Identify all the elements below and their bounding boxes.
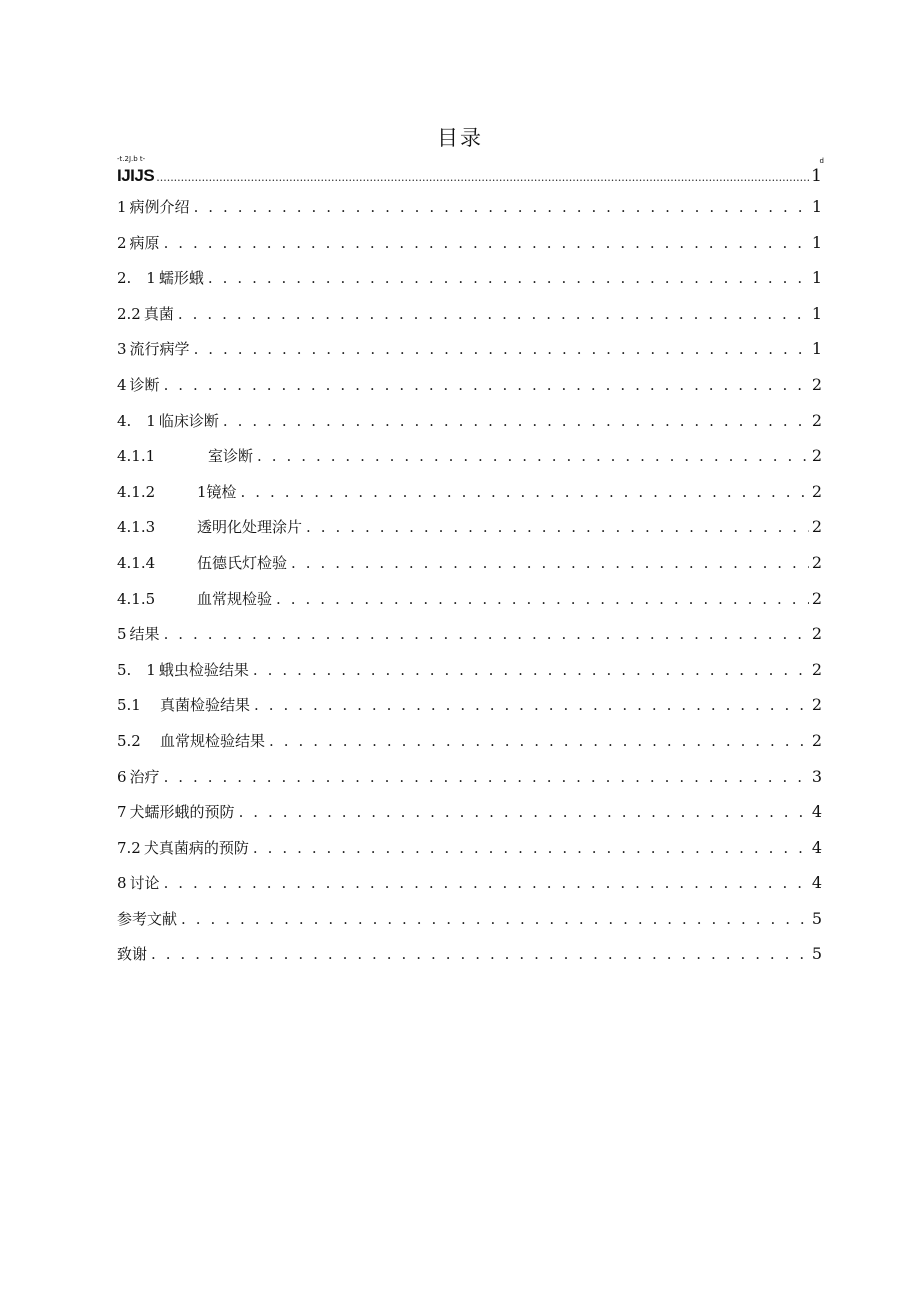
toc-dot-leader [164,768,809,786]
toc-entry-label: 流行病学 [129,340,190,359]
toc-entry-label: 讨论 [129,874,160,893]
toc-entry[interactable] [117,374,822,410]
toc-entry[interactable] [117,872,822,908]
toc-dot-leader [253,839,809,857]
toc-entry-label: 蛾虫检验结果 [158,660,249,679]
toc-page-number: 2 [811,481,822,501]
toc-entry[interactable] [117,837,822,873]
toc-entry[interactable] [117,908,822,944]
toc-dot-leader [178,305,809,323]
toc-header-page: 1 [811,166,822,186]
toc-page-number: 1 [811,339,822,359]
toc-dot-leader [164,376,809,394]
toc-dot-leader [306,518,809,536]
toc-entry-number: 6 [117,767,127,786]
toc-entry-label: 犬蠕形蛾的预防 [129,803,235,822]
table-of-contents [117,155,824,979]
toc-dot-leader [164,234,809,252]
toc-entry[interactable] [117,694,822,730]
toc-dot-leader [253,661,809,679]
toc-entry-label: 犬真菌病的预防 [143,838,249,857]
toc-dot-leader [241,483,809,501]
toc-dot-leader [181,910,809,928]
toc-dot-leader [257,447,809,465]
toc-entry[interactable] [117,338,822,374]
toc-entry-number: 2.2 [117,304,141,323]
toc-entry-number: 4.1.5 [117,589,156,608]
toc-page-number: 4 [811,837,822,857]
toc-header-label: IJIJS [117,166,155,185]
toc-dot-leader [208,269,809,287]
toc-page-number: 1 [811,303,822,323]
toc-page-number: 2 [811,517,822,537]
toc-entry-label: 血常规检验结果 [160,731,266,750]
toc-entry-number: 7 [117,803,127,822]
toc-page-number: 1 [811,232,822,252]
toc-page-number: 4 [811,802,822,822]
toc-entry-label: 1镜检 [197,482,237,501]
toc-entry-label: 病原 [129,233,160,252]
toc-entry[interactable] [117,481,822,517]
toc-entry[interactable] [117,232,822,268]
toc-dot-leader [223,412,809,430]
toc-page-number: 3 [811,766,822,786]
toc-page-number: 2 [811,695,822,715]
toc-entry-label: 结果 [129,625,160,644]
toc-header-overline: -t.2J.b t- [117,155,146,163]
toc-entry-label: 室诊断 [208,447,254,466]
toc-page-mark: d [819,157,824,165]
toc-entry[interactable] [117,766,822,802]
toc-page-number: 2 [811,624,822,644]
toc-entry[interactable] [117,196,822,232]
toc-entry-number: 7.2 [117,838,141,857]
toc-entry-label: 参考文献 [117,909,178,928]
toc-entry-label: 诊断 [129,375,160,394]
toc-entry[interactable] [117,730,822,766]
toc-page-number: 5 [811,908,822,928]
toc-entry-number: 2. 1 [117,269,156,288]
toc-page-number: 2 [811,552,822,572]
toc-entry-label [117,155,155,186]
toc-entry-number: 4.1.3 [117,518,156,537]
toc-entry[interactable] [117,267,822,303]
toc-entry[interactable] [117,623,822,659]
toc-entry-number: 8 [117,874,127,893]
toc-entry[interactable] [117,552,822,588]
toc-dot-leader [194,198,809,216]
toc-page-number: 2 [811,730,822,750]
toc-dot-leader [269,732,809,750]
toc-entry[interactable] [117,445,822,481]
toc-page-number: 1 [811,268,822,288]
toc-entry-number: 5.2 [117,731,141,750]
toc-entry-number: 5.1 [117,696,141,715]
toc-page-number: 2 [811,410,822,430]
toc-page-number: 2 [811,659,822,679]
toc-page-number: 5 [811,944,822,964]
toc-entry-number: 4.1.2 [117,482,156,501]
toc-dot-leader [291,554,809,572]
toc-entry[interactable] [117,943,822,979]
toc-entry-number: 2 [117,233,127,252]
toc-entry-label: 透明化处理涂片 [197,518,303,537]
toc-page-number: 4 [811,873,822,893]
toc-dot-leader [239,803,809,821]
toc-dot-leader [164,625,809,643]
toc-entry-number: 5 [117,625,127,644]
toc-dot-leader [276,590,809,608]
toc-entry-label: 致谢 [117,945,148,964]
toc-dot-leader [164,874,809,892]
toc-entry-number: 1 [117,198,127,216]
toc-entry-label: 血常规检验 [197,589,273,608]
toc-dot-leader [156,171,809,184]
toc-page-number: 2 [811,374,822,394]
toc-dot-leader [194,340,809,358]
toc-entry-number: 4.1.1 [117,447,156,466]
toc-entry-number: 5. 1 [117,660,156,679]
toc-entry-label: 伍德氏灯检验 [197,553,288,572]
toc-entries [117,196,822,979]
toc-entry-label: 治疗 [129,767,160,786]
toc-dot-leader [254,696,809,714]
toc-entry[interactable] [117,588,822,624]
toc-entry[interactable] [117,410,822,446]
toc-entry-label: 蠕形蛾 [158,269,204,288]
toc-dot-leader [151,945,809,963]
toc-entry[interactable] [117,516,822,552]
toc-entry-number: 3 [117,340,127,359]
toc-page-number: 2 [811,446,822,466]
toc-entry[interactable] [117,801,822,837]
toc-entry-label: 临床诊断 [158,411,219,430]
toc-header-row[interactable] [117,155,824,196]
toc-entry-number: 4. 1 [117,411,156,430]
toc-page-number: 2 [811,588,822,608]
toc-entry-number: 4 [117,375,127,394]
page-title: 目录 [437,126,483,150]
toc-entry-label: 真菌 [143,304,174,323]
toc-page-number [811,157,824,186]
toc-entry[interactable] [117,659,822,695]
toc-entry-label: 病例介绍 [129,198,190,216]
toc-entry-number: 4.1.4 [117,553,156,572]
toc-entry-label: 真菌检验结果 [160,696,251,715]
toc-page-number: 1 [811,197,822,216]
toc-entry[interactable] [117,303,822,339]
